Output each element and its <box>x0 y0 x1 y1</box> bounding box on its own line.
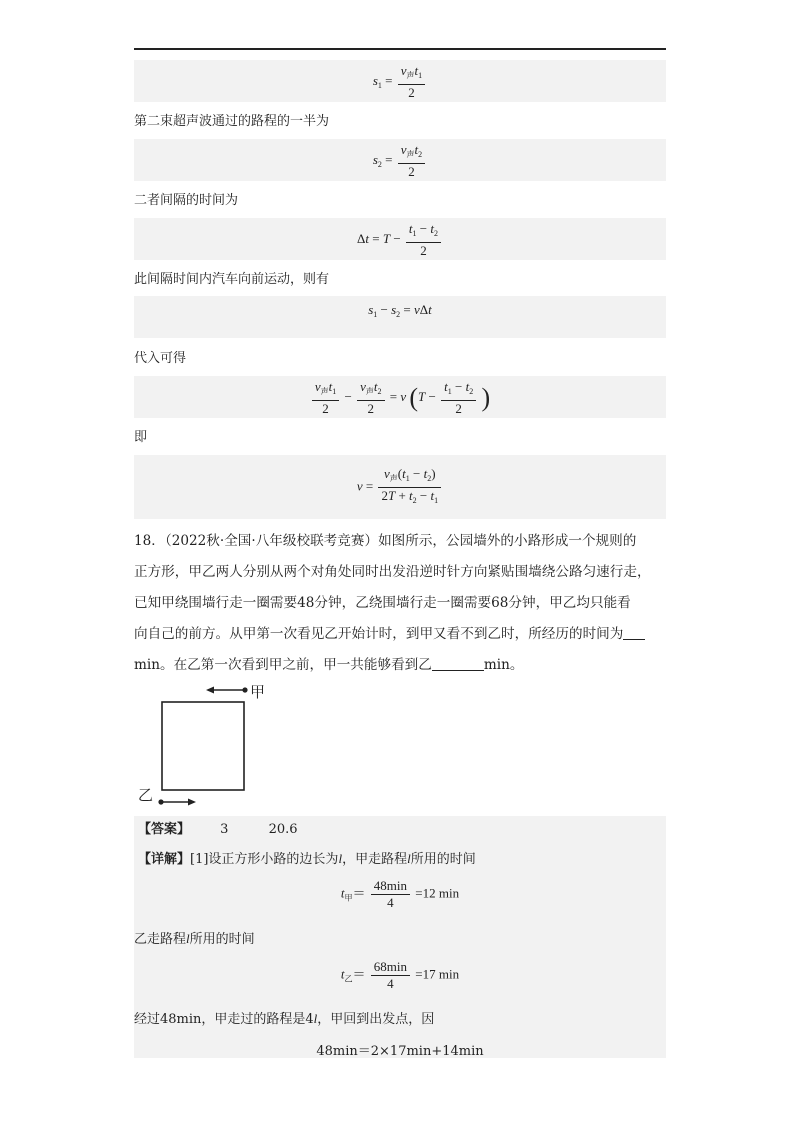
formula-s2: $s_2$ = $\frac{v_声t_2}{2}$ <box>134 142 666 180</box>
answer-blank-1 <box>623 625 645 640</box>
yi-arrowhead-icon <box>188 799 196 806</box>
formula-dt: Δt = T − $\frac{t_1 - t_2}{2}$ <box>134 221 666 259</box>
formula-v: v = $\frac{v_声(t_1 - t_2)}{2T + t_2 - t_1}$ <box>134 466 666 509</box>
yi-start-dot <box>158 799 163 804</box>
formula-s1-minus-s2: $s_1 - s_2 = v\Delta t$ <box>368 302 432 319</box>
question-18: 18．（2022秋·全国·八年级校联考竞赛）如图所示，公园墙外的小路形成一个规则的 正方形，甲乙两人分别从两个对角处同时出发沿逆时针方向紧贴围墙绕公路匀速行走， 已知甲绕围墙行走一圈需要48分钟，乙绕围墙行走一圈需要68分钟，甲乙均只能看 向自己的前方。从甲第一次看见乙开始计时，到甲又看不到乙时，所经历的时间为 min。在乙第一次看到甲之前，甲一共能够看到乙 min。 <box>134 533 651 673</box>
answer-blank-2 <box>432 656 484 671</box>
jia-start-dot <box>242 687 247 692</box>
line-substitute: 代入可得 <box>134 351 187 366</box>
after-48-row: 经过48min，甲走过的路程是4l，甲回到出发点，因 <box>134 1011 435 1027</box>
answer-row: 【答案】 3 20.6 <box>138 822 298 837</box>
formula-t-yi: $t_乙=$ $\frac{68\min}{4}$ =17 min <box>340 959 460 991</box>
label-yi: 乙 <box>138 786 154 804</box>
formula-substituted: $\frac{v_声t_1}{2}$ − $\frac{v_声t_2}{2}$ = v (T − $\frac{t_1 - t_2}{2}$ ) <box>134 379 666 417</box>
line-so: 即 <box>134 430 148 445</box>
line-second-wave: 第二束超声波通过的路程的一半为 <box>134 114 330 129</box>
detail-row: 【详解】[1]设正方形小路的边长为l，甲走路程l所用的时间 <box>138 851 476 867</box>
formula-t-jia: $t_甲=$ $\frac{48\min}{4}$ =12 min <box>340 878 460 910</box>
line-car-motion: 此间隔时间内汽车向前运动，则有 <box>134 272 330 287</box>
label-jia: 甲 <box>250 683 266 701</box>
formula-s1: $s_1$ = $\frac{v_声t_1}{2}$ <box>134 63 666 101</box>
park-wall-square <box>162 702 244 790</box>
formula-48-min: 48min＝2×17min+14min <box>316 1044 484 1059</box>
jia-arrowhead-icon <box>206 687 214 694</box>
header-rule <box>134 48 666 50</box>
square-path-diagram <box>134 682 294 812</box>
line-interval: 二者间隔的时间为 <box>134 193 239 208</box>
yi-time-row: 乙走路程l所用的时间 <box>134 931 255 947</box>
